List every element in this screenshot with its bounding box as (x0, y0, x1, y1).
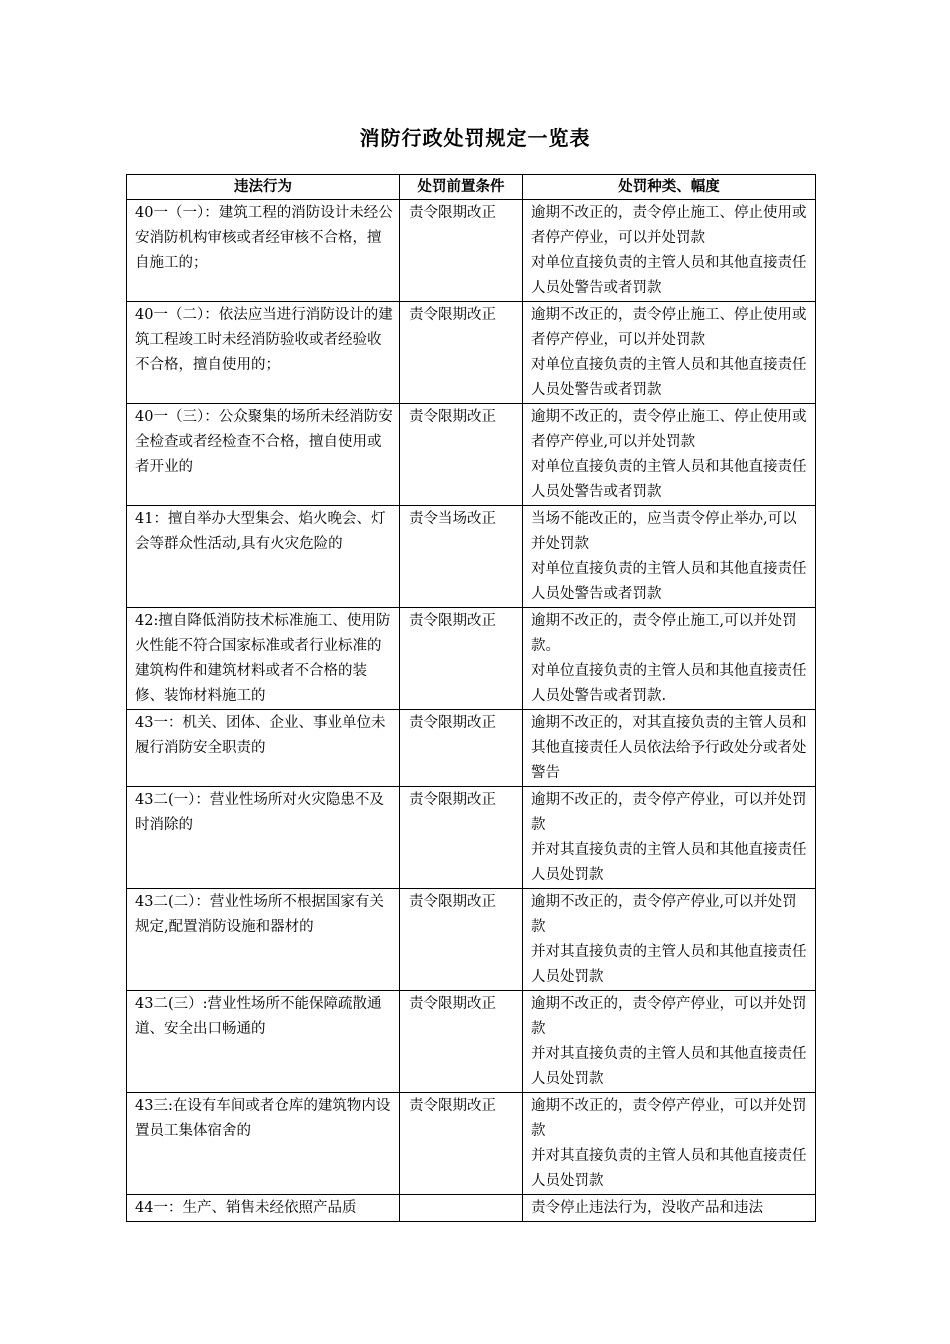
penalty-line: 并对其直接负责的主管人员和其他直接责任人员处罚款 (531, 1046, 807, 1087)
penalty-cell (523, 991, 816, 1093)
violation-cell: 43二(三）:营业性场所不能保障疏散通道、安全出口畅通的 (127, 991, 400, 1093)
penalty-line: 并对其直接负责的主管人员和其他直接责任人员处罚款 (531, 944, 807, 985)
penalty-line: 对单位直接负责的主管人员和其他直接责任人员处警告或者罚款 (531, 255, 807, 296)
penalty-cell (523, 1195, 816, 1222)
document-title: 消防行政处罚规定一览表 (359, 126, 591, 150)
penalty-cell (523, 404, 816, 506)
table-row (127, 404, 816, 506)
penalty-line: 逾期不改正的，责令停止施工、停止使用或者停产停业，可以并处罚款 (531, 205, 807, 246)
penalty-cell (523, 1093, 816, 1195)
table-row (127, 302, 816, 404)
penalty-cell (523, 710, 816, 787)
penalty-table (126, 174, 816, 1222)
table-row (127, 787, 816, 889)
table-row (127, 889, 816, 991)
precondition-cell: 责令限期改正 (400, 787, 523, 889)
penalty-line: 逾期不改正的，责令停产停业，可以并处罚款 (531, 792, 807, 833)
violation-cell: 42:擅自降低消防技术标准施工、使用防火性能不符合国家标准或者行业标准的建筑构件和建筑材料或者不合格的装修、装饰材料施工的 (127, 608, 400, 710)
violation-cell: 43二(二）：营业性场所不根据国家有关规定,配置消防设施和器材的 (127, 889, 400, 991)
precondition-cell: 责令限期改正 (400, 404, 523, 506)
penalty-line: 逾期不改正的，责令停产停业，可以并处罚款 (531, 996, 807, 1037)
penalty-line: 逾期不改正的，责令停止施工、停止使用或者停产停业，可以并处罚款 (531, 307, 807, 348)
header-precondition: 处罚前置条件 (400, 175, 523, 200)
penalty-line: 逾期不改正的，责令停止施工、停止使用或者停产停业,可以并处罚款 (531, 409, 807, 450)
penalty-line: 对单位直接负责的主管人员和其他直接责任人员处警告或者罚款 (531, 561, 807, 602)
violation-cell: 44一：生产、销售未经依照产品质 (127, 1195, 400, 1222)
penalty-cell (523, 200, 816, 302)
penalty-line: 逾期不改正的，责令停产停业，可以并处罚款 (531, 1098, 807, 1139)
penalty-line: 逾期不改正的，责令停产停业,可以并处罚款 (531, 894, 797, 935)
penalty-cell (523, 889, 816, 991)
penalty-line: 对单位直接负责的主管人员和其他直接责任人员处警告或者罚款. (531, 663, 807, 704)
table-row (127, 991, 816, 1093)
violation-cell: 40一（一）：建筑工程的消防设计未经公安消防机构审核或者经审核不合格，擅自施工的； (127, 200, 400, 302)
table-row (127, 1093, 816, 1195)
violation-cell: 43三:在设有车间或者仓库的建筑物内设置员工集体宿舍的 (127, 1093, 400, 1195)
violation-cell: 41：擅自举办大型集会、焰火晚会、灯会等群众性活动,具有火灾危险的 (127, 506, 400, 608)
penalty-line: 责令停止违法行为，没收产品和违法 (531, 1200, 763, 1216)
penalty-line: 对单位直接负责的主管人员和其他直接责任人员处警告或者罚款 (531, 459, 807, 500)
precondition-cell: 责令限期改正 (400, 710, 523, 787)
table-row (127, 506, 816, 608)
table-header-row (127, 175, 816, 200)
violation-cell: 40一（二）：依法应当进行消防设计的建筑工程竣工时未经消防验收或者经验收不合格，擅自使用的； (127, 302, 400, 404)
precondition-cell: 责令限期改正 (400, 608, 523, 710)
precondition-cell: 责令限期改正 (400, 889, 523, 991)
violation-cell: 43二(一）：营业性场所对火灾隐患不及时消除的 (127, 787, 400, 889)
table-row (127, 608, 816, 710)
penalty-line: 逾期不改正的，对其直接负责的主管人员和其他直接责任人员依法给予行政处分或者处警告 (531, 715, 807, 781)
penalty-cell (523, 608, 816, 710)
precondition-cell: 责令限期改正 (400, 991, 523, 1093)
precondition-cell: 责令限期改正 (400, 200, 523, 302)
precondition-cell: 责令当场改正 (400, 506, 523, 608)
precondition-cell (400, 1195, 523, 1222)
penalty-line: 并对其直接负责的主管人员和其他直接责任人员处罚款 (531, 1148, 807, 1189)
penalty-line: 并对其直接负责的主管人员和其他直接责任人员处罚款 (531, 842, 807, 883)
precondition-cell: 责令限期改正 (400, 1093, 523, 1195)
precondition-cell: 责令限期改正 (400, 302, 523, 404)
penalty-line: 逾期不改正的，责令停止施工,可以并处罚款。 (531, 613, 797, 654)
penalty-line: 对单位直接负责的主管人员和其他直接责任人员处警告或者罚款 (531, 357, 807, 398)
header-penalty: 处罚种类、幅度 (523, 175, 816, 200)
table-row (127, 1195, 816, 1222)
violation-cell: 43一：机关、团体、企业、事业单位未履行消防安全职责的 (127, 710, 400, 787)
header-violation: 违法行为 (127, 175, 400, 200)
penalty-cell (523, 302, 816, 404)
penalty-line: 当场不能改正的，应当责令停止举办,可以并处罚款 (531, 511, 797, 552)
penalty-cell (523, 506, 816, 608)
penalty-cell (523, 787, 816, 889)
violation-cell: 40一（三）：公众聚集的场所未经消防安全检查或者经检查不合格，擅自使用或者开业的 (127, 404, 400, 506)
table-row (127, 710, 816, 787)
table-row (127, 200, 816, 302)
